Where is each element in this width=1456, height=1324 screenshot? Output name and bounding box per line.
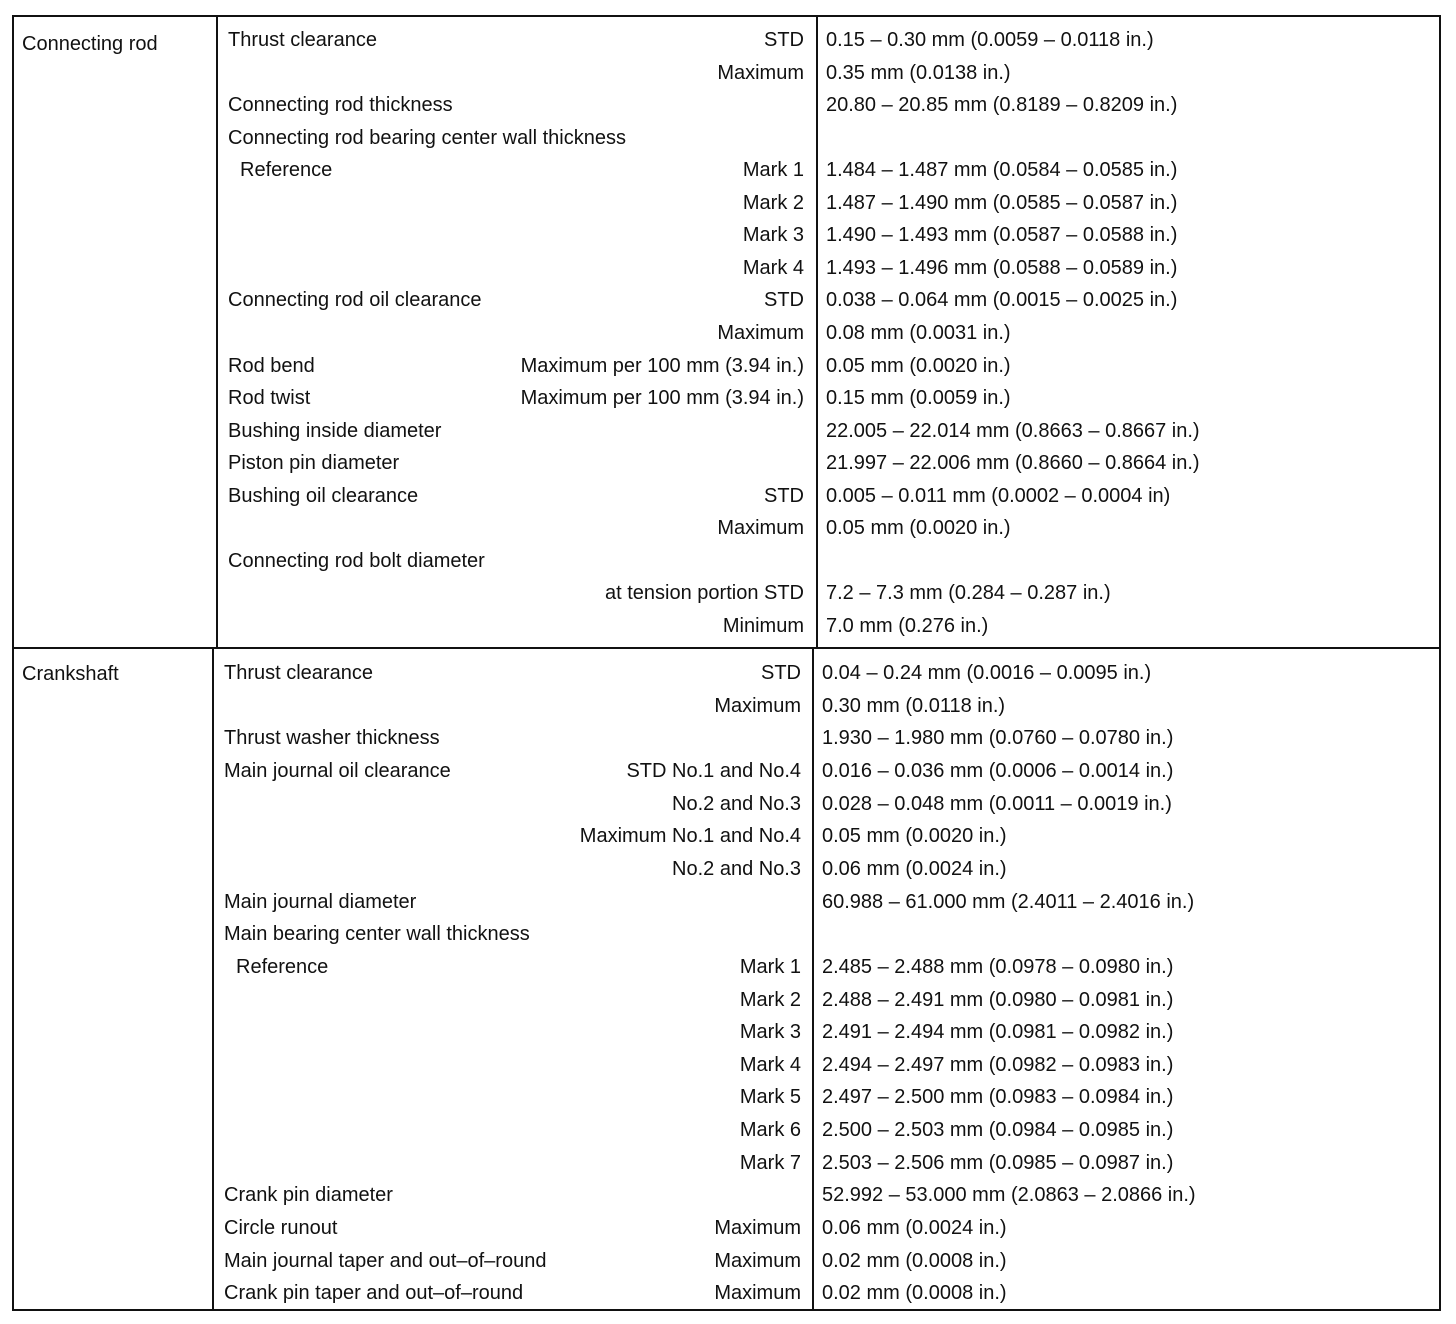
spec-value: 0.15 – 0.30 mm (0.0059 – 0.0118 in.) [826, 29, 1154, 51]
spec-value: 22.005 – 22.014 mm (0.8663 – 0.8667 in.) [826, 419, 1200, 442]
table-row [14, 1114, 1439, 1147]
section-crankshaft [14, 649, 1439, 1309]
spec-condition: Mark 7 [739, 1151, 801, 1174]
spec-label: Bushing inside diameter [228, 419, 442, 442]
spec-condition: Mark 1 [739, 955, 801, 978]
spec-label: Connecting rod bearing center wall thickness [228, 126, 626, 149]
table-row [14, 317, 1439, 350]
spec-label: Main journal oil clearance [224, 759, 451, 782]
spec-label: Piston pin diameter [228, 452, 400, 475]
spec-condition: Maximum [717, 517, 804, 540]
table-row [14, 154, 1439, 187]
spec-condition: Maximum [714, 1249, 801, 1272]
spec-condition: Maximum [714, 1217, 801, 1240]
spec-value: 1.490 – 1.493 mm (0.0587 – 0.0588 in.) [826, 224, 1178, 247]
table-row [14, 1049, 1439, 1082]
table-row [14, 382, 1439, 415]
spec-value: 0.016 – 0.036 mm (0.0006 – 0.0014 in.) [822, 759, 1174, 782]
spec-value: 0.005 – 0.011 mm (0.0002 – 0.0004 in) [826, 484, 1171, 507]
spec-label: Rod bend [228, 354, 315, 377]
spec-label: Main journal taper and out–of–round [224, 1249, 547, 1272]
spec-value: 2.503 – 2.506 mm (0.0985 – 0.0987 in.) [822, 1151, 1174, 1174]
table-row [14, 1147, 1439, 1180]
spec-value: 0.30 mm (0.0118 in.) [822, 694, 1006, 717]
table-row [14, 24, 1439, 57]
section-connecting-rod [14, 17, 1439, 649]
spec-value: 1.493 – 1.496 mm (0.0588 – 0.0589 in.) [826, 256, 1178, 279]
table-row [14, 219, 1439, 252]
spec-value: 0.05 mm (0.0020 in.) [826, 354, 1011, 377]
spec-value: 2.497 – 2.500 mm (0.0983 – 0.0984 in.) [822, 1086, 1174, 1109]
spec-label: Reference [240, 159, 333, 182]
spec-value: 7.2 – 7.3 mm (0.284 – 0.287 in.) [826, 582, 1111, 605]
spec-condition: STD [764, 29, 804, 51]
spec-value: 1.930 – 1.980 mm (0.0760 – 0.0780 in.) [822, 727, 1174, 750]
table-row [14, 89, 1439, 122]
spec-condition: Mark 5 [739, 1086, 801, 1109]
table-row [14, 1277, 1439, 1310]
spec-condition: No.2 and No.3 [672, 792, 801, 815]
spec-condition: Mark 4 [739, 1053, 801, 1076]
spec-label: Connecting rod bolt diameter [228, 549, 485, 572]
spec-value: 0.04 – 0.24 mm (0.0016 – 0.0095 in.) [822, 662, 1152, 684]
table-row [14, 577, 1439, 610]
group-label: Connecting rod [22, 33, 158, 55]
table-row [14, 350, 1439, 383]
spec-value: 0.05 mm (0.0020 in.) [822, 825, 1007, 848]
spec-label: Thrust clearance [228, 29, 377, 51]
spec-label: Rod twist [228, 387, 311, 410]
spec-value: 2.500 – 2.503 mm (0.0984 – 0.0985 in.) [822, 1119, 1174, 1142]
spec-value: 2.491 – 2.494 mm (0.0981 – 0.0982 in.) [822, 1021, 1174, 1044]
spec-value: 52.992 – 53.000 mm (2.0863 – 2.0866 in.) [822, 1184, 1196, 1207]
spec-condition: Mark 1 [742, 159, 804, 182]
spec-table [12, 15, 1441, 1311]
table-row [14, 415, 1439, 448]
table-row [14, 820, 1439, 853]
spec-value: 1.487 – 1.490 mm (0.0585 – 0.0587 in.) [826, 191, 1178, 214]
table-row [14, 984, 1439, 1017]
spec-label: Crank pin taper and out–of–round [224, 1282, 524, 1305]
spec-value: 0.06 mm (0.0024 in.) [822, 857, 1007, 880]
spec-value: 21.997 – 22.006 mm (0.8660 – 0.8664 in.) [826, 452, 1200, 475]
table-row [14, 512, 1439, 545]
spec-condition: Maximum per 100 mm (3.94 in.) [520, 387, 804, 410]
spec-value: 0.08 mm (0.0031 in.) [826, 321, 1011, 344]
spec-condition: STD [764, 289, 804, 312]
table-row [14, 1245, 1439, 1278]
spec-condition: Maximum [714, 1282, 801, 1305]
table-row [14, 690, 1439, 723]
spec-value: 2.485 – 2.488 mm (0.0978 – 0.0980 in.) [822, 955, 1174, 978]
spec-label: Main bearing center wall thickness [224, 923, 530, 946]
spec-value: 0.06 mm (0.0024 in.) [822, 1217, 1007, 1240]
spec-condition: Maximum No.1 and No.4 [579, 825, 801, 848]
spec-value: 0.038 – 0.064 mm (0.0015 – 0.0025 in.) [826, 289, 1178, 312]
spec-condition: Maximum [714, 694, 801, 717]
spec-value: 20.80 – 20.85 mm (0.8189 – 0.8209 in.) [826, 94, 1178, 117]
spec-value: 60.988 – 61.000 mm (2.4011 – 2.4016 in.) [822, 890, 1195, 913]
spec-value: 2.488 – 2.491 mm (0.0980 – 0.0981 in.) [822, 988, 1174, 1011]
group-label: Crankshaft [22, 663, 119, 685]
spec-label: Connecting rod oil clearance [228, 289, 482, 312]
table-row [14, 951, 1439, 984]
table-row [14, 122, 1439, 155]
spec-condition: STD [761, 662, 801, 684]
spec-condition: Maximum [717, 61, 804, 84]
table-row [14, 447, 1439, 480]
spec-condition: Mark 3 [742, 224, 804, 247]
table-row [14, 1179, 1439, 1212]
table-row [14, 187, 1439, 220]
spec-condition: Mark 6 [739, 1119, 801, 1142]
table-row [14, 480, 1439, 513]
spec-value: 2.494 – 2.497 mm (0.0982 – 0.0983 in.) [822, 1053, 1174, 1076]
spec-value: 0.02 mm (0.0008 in.) [822, 1282, 1007, 1305]
spec-value: 0.02 mm (0.0008 in.) [822, 1249, 1007, 1272]
spec-label: Thrust washer thickness [224, 727, 440, 750]
table-row [14, 1212, 1439, 1245]
spec-value: 7.0 mm (0.276 in.) [826, 614, 989, 637]
spec-condition: No.2 and No.3 [672, 857, 801, 880]
spec-condition: Mark 4 [742, 256, 804, 279]
spec-condition: Maximum [717, 321, 804, 344]
table-row [14, 610, 1439, 643]
spec-value: 0.15 mm (0.0059 in.) [826, 387, 1011, 410]
table-row [14, 657, 1439, 690]
spec-label: Connecting rod thickness [228, 94, 453, 117]
table-row [14, 918, 1439, 951]
table-row [14, 755, 1439, 788]
spec-value: 0.05 mm (0.0020 in.) [826, 517, 1011, 540]
spec-condition: Mark 2 [739, 988, 801, 1011]
spec-label: Bushing oil clearance [228, 484, 419, 507]
table-row [14, 252, 1439, 285]
spec-condition: Maximum per 100 mm (3.94 in.) [520, 354, 804, 377]
table-row [14, 1016, 1439, 1049]
spec-condition: STD [764, 484, 804, 507]
table-row [14, 722, 1439, 755]
spec-label: Circle runout [224, 1217, 338, 1240]
spec-label: Reference [236, 955, 329, 978]
spec-condition: Mark 3 [739, 1021, 801, 1044]
spec-label: Main journal diameter [224, 890, 417, 913]
spec-condition: at tension portion STD [605, 582, 804, 605]
table-row [14, 1081, 1439, 1114]
spec-label: Thrust clearance [224, 662, 373, 684]
spec-value: 1.484 – 1.487 mm (0.0584 – 0.0585 in.) [826, 159, 1178, 182]
table-row [14, 545, 1439, 578]
table-row [14, 886, 1439, 919]
spec-value: 0.35 mm (0.0138 in.) [826, 61, 1011, 84]
spec-value: 0.028 – 0.048 mm (0.0011 – 0.0019 in.) [822, 792, 1172, 815]
table-row [14, 57, 1439, 90]
table-row [14, 284, 1439, 317]
spec-label: Crank pin diameter [224, 1184, 393, 1207]
spec-condition: Mark 2 [742, 191, 804, 214]
table-row [14, 788, 1439, 821]
spec-condition: STD No.1 and No.4 [626, 759, 801, 782]
spec-condition: Minimum [722, 614, 804, 637]
table-row [14, 853, 1439, 886]
